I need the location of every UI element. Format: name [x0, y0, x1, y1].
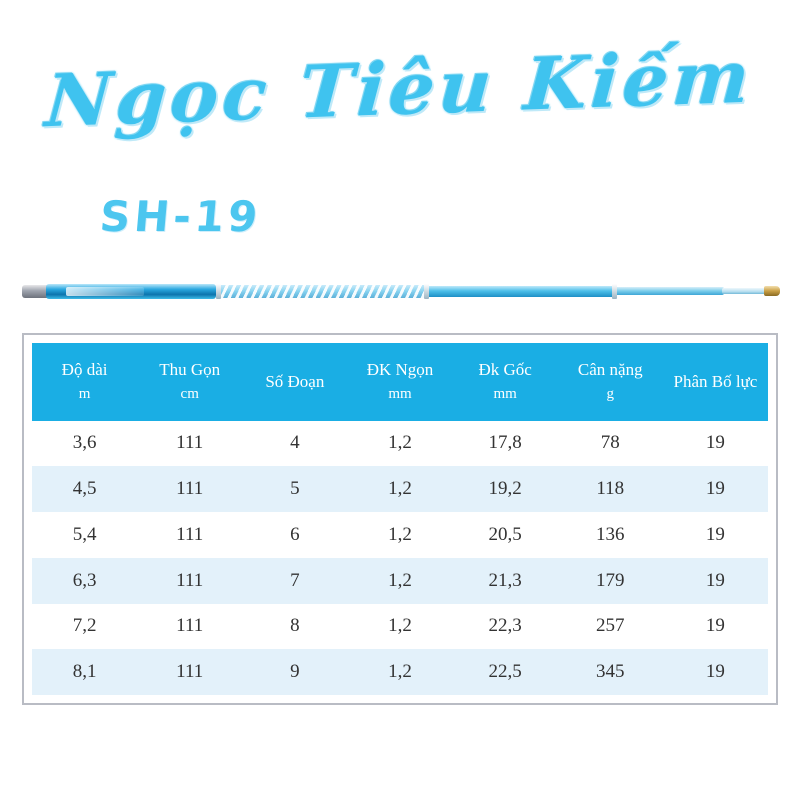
cell-collapsed: 111 — [137, 649, 242, 695]
rod-joint-ring — [424, 284, 429, 299]
table-row — [32, 649, 768, 695]
cell-sections: 8 — [242, 604, 347, 650]
cell-sections: 4 — [242, 421, 347, 467]
rod-joint-ring — [612, 284, 617, 299]
spec-table-body — [32, 421, 768, 695]
cell-weight: 78 — [558, 421, 663, 467]
column-unit: mm — [388, 386, 412, 403]
cell-tip-diameter: 1,2 — [347, 421, 452, 467]
column-header-sections — [242, 343, 347, 421]
column-label: Độ dài — [61, 360, 108, 379]
column-header-tip-diameter — [347, 343, 452, 421]
cell-length: 4,5 — [32, 466, 137, 512]
column-header-power-distribution — [663, 343, 768, 421]
column-label: Thu Gọn — [159, 360, 221, 379]
column-label: Cân nặng — [577, 360, 643, 379]
rod-tip-section — [722, 288, 766, 294]
cell-power: 19 — [663, 558, 768, 604]
cell-weight: 257 — [558, 604, 663, 650]
table-row — [32, 466, 768, 512]
cell-power: 19 — [663, 466, 768, 512]
table-row — [32, 512, 768, 558]
column-header-length — [32, 343, 137, 421]
spec-table-header — [32, 343, 768, 421]
cell-tip-diameter: 1,2 — [347, 649, 452, 695]
cell-weight: 345 — [558, 649, 663, 695]
rod-mid-section — [426, 286, 616, 297]
column-unit: m — [78, 386, 91, 403]
cell-weight: 136 — [558, 512, 663, 558]
cell-butt-diameter: 22,5 — [453, 649, 558, 695]
cell-length: 7,2 — [32, 604, 137, 650]
column-label: Đk Gốc — [478, 360, 532, 379]
column-label: Số Đoạn — [265, 371, 325, 391]
cell-tip-diameter: 1,2 — [347, 512, 452, 558]
brand-logo-text: Ngọc Tiêu Kiếm — [43, 33, 757, 143]
cell-tip-diameter: 1,2 — [347, 558, 452, 604]
cell-sections: 9 — [242, 649, 347, 695]
cell-collapsed: 111 — [137, 604, 242, 650]
rod-grip-branding — [66, 287, 144, 296]
cell-length: 3,6 — [32, 421, 137, 467]
cell-sections: 6 — [242, 512, 347, 558]
spec-table-panel — [22, 333, 778, 705]
cell-butt-diameter: 17,8 — [453, 421, 558, 467]
spec-table — [32, 343, 768, 695]
table-row — [32, 421, 768, 467]
column-header-butt-diameter — [453, 343, 558, 421]
column-header-collapsed — [137, 343, 242, 421]
cell-collapsed: 111 — [137, 512, 242, 558]
brand-logo — [0, 18, 800, 158]
cell-length: 8,1 — [32, 649, 137, 695]
header-row — [32, 343, 768, 421]
rod-upper-section — [614, 287, 724, 295]
table-row — [32, 604, 768, 650]
rod-tip-cap — [764, 286, 780, 296]
table-row — [32, 558, 768, 604]
rod-decorated-section — [218, 285, 428, 298]
cell-collapsed: 111 — [137, 466, 242, 512]
cell-tip-diameter: 1,2 — [347, 604, 452, 650]
cell-sections: 7 — [242, 558, 347, 604]
cell-weight: 179 — [558, 558, 663, 604]
cell-butt-diameter: 22,3 — [453, 604, 558, 650]
cell-power: 19 — [663, 421, 768, 467]
cell-power: 19 — [663, 649, 768, 695]
fishing-rod-image — [22, 278, 778, 308]
column-unit: g — [606, 386, 615, 403]
cell-power: 19 — [663, 512, 768, 558]
column-header-weight — [558, 343, 663, 421]
cell-butt-diameter: 19,2 — [453, 466, 558, 512]
cell-collapsed: 111 — [137, 558, 242, 604]
cell-butt-diameter: 21,3 — [453, 558, 558, 604]
column-label: ĐK Ngọn — [366, 360, 434, 379]
cell-butt-diameter: 20,5 — [453, 512, 558, 558]
column-unit: mm — [493, 386, 517, 403]
cell-tip-diameter: 1,2 — [347, 466, 452, 512]
rod-joint-ring — [216, 284, 221, 299]
rod-butt-cap — [22, 285, 48, 298]
column-unit: cm — [180, 386, 199, 403]
cell-length: 6,3 — [32, 558, 137, 604]
cell-length: 5,4 — [32, 512, 137, 558]
cell-collapsed: 111 — [137, 421, 242, 467]
cell-sections: 5 — [242, 466, 347, 512]
column-label: Phân Bố lực — [673, 371, 758, 391]
cell-weight: 118 — [558, 466, 663, 512]
cell-power: 19 — [663, 604, 768, 650]
model-code: SH-19 — [97, 192, 264, 241]
